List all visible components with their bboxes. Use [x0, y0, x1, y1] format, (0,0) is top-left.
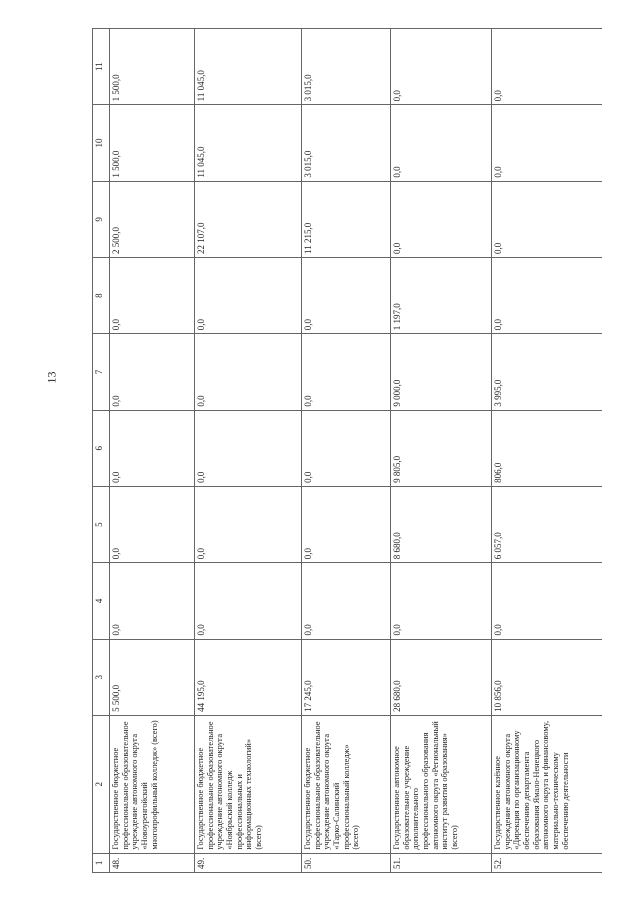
table-row: [391, 29, 492, 873]
value-cell: 0,0: [195, 334, 302, 410]
value-cell: 44 195,0: [195, 639, 302, 715]
column-header: 5: [93, 486, 110, 562]
table-row: [195, 29, 302, 873]
value-cell: 28 680,0: [391, 639, 492, 715]
value-cell: 0,0: [110, 257, 195, 333]
value-cell: 0,0: [492, 181, 603, 257]
table-row: [302, 29, 391, 873]
value-cell: 1 500,0: [110, 29, 195, 105]
value-cell: 10 856,0: [492, 639, 603, 715]
value-cell: 0,0: [110, 410, 195, 486]
value-cell: 3 995,0: [492, 334, 603, 410]
table-row: [492, 29, 603, 873]
value-cell: 3 015,0: [302, 105, 391, 181]
value-cell: 806,0: [492, 410, 603, 486]
value-cell: 0,0: [195, 486, 302, 562]
column-number-row: [93, 29, 110, 873]
row-number: 51.: [391, 853, 492, 872]
row-number: 49.: [195, 853, 302, 872]
column-header: 3: [93, 639, 110, 715]
value-cell: 0,0: [195, 563, 302, 639]
value-cell: 0,0: [492, 29, 603, 105]
column-header: 11: [93, 29, 110, 105]
column-header: 1: [93, 853, 110, 872]
value-cell: 9 000,0: [391, 334, 492, 410]
value-cell: 0,0: [195, 257, 302, 333]
value-cell: 0,0: [302, 563, 391, 639]
value-cell: 0,0: [492, 257, 603, 333]
value-cell: 0,0: [302, 257, 391, 333]
column-header: 7: [93, 334, 110, 410]
organization-name: Государственное бюджетное профессиональное образовательное учреждение автономного округа «Ноябрьский колледж профессиональных и информационных технологий» (всего): [195, 715, 302, 853]
column-header: 10: [93, 105, 110, 181]
value-cell: 0,0: [110, 334, 195, 410]
rotated-table-area: [92, 28, 602, 873]
value-cell: 0,0: [391, 181, 492, 257]
row-number: 48.: [110, 853, 195, 872]
column-header: 4: [93, 563, 110, 639]
value-cell: 0,0: [110, 563, 195, 639]
value-cell: 1 197,0: [391, 257, 492, 333]
row-number: 52.: [492, 853, 603, 872]
column-header: 2: [93, 715, 110, 853]
value-cell: 22 107,0: [195, 181, 302, 257]
budget-table: [92, 28, 602, 873]
column-header: 6: [93, 410, 110, 486]
value-cell: 0,0: [302, 410, 391, 486]
value-cell: 5 500,0: [110, 639, 195, 715]
value-cell: 0,0: [110, 486, 195, 562]
organization-name: Государственное бюджетное профессиональное образовательное учреждение автономного округа «Тарко-Салинский профессиональный колледж» (всего): [302, 715, 391, 853]
value-cell: 9 805,0: [391, 410, 492, 486]
value-cell: 0,0: [492, 563, 603, 639]
value-cell: 11 215,0: [302, 181, 391, 257]
value-cell: 0,0: [195, 410, 302, 486]
organization-name: Государственное автономное образовательное учреждение дополнительного профессионального образования автономного округа «Региональный институт развития образования» (всего): [391, 715, 492, 853]
value-cell: 6 057,0: [492, 486, 603, 562]
value-cell: 0,0: [391, 105, 492, 181]
rotated-table-inner: [92, 28, 602, 873]
value-cell: 8 680,0: [391, 486, 492, 562]
value-cell: 0,0: [492, 105, 603, 181]
organization-name: Государственное бюджетное профессиональное образовательное учреждение автономного округа «Новоуренгойский многопрофильный колледж» (всего): [110, 715, 195, 853]
column-header: 9: [93, 181, 110, 257]
organization-name: Государственное казённое учреждение автономного округа «Дирекция по организационному обеспечению департамента образования Ямало-Ненецкого автономного округа и финансовому, материально-техническому обеспечению деятельности: [492, 715, 603, 853]
page-number: 13: [44, 371, 59, 384]
value-cell: 11 045,0: [195, 105, 302, 181]
value-cell: 11 045,0: [195, 29, 302, 105]
value-cell: 0,0: [302, 334, 391, 410]
value-cell: 0,0: [391, 563, 492, 639]
value-cell: 2 500,0: [110, 181, 195, 257]
value-cell: 17 245,0: [302, 639, 391, 715]
row-number: 50.: [302, 853, 391, 872]
value-cell: 0,0: [302, 486, 391, 562]
value-cell: 0,0: [391, 29, 492, 105]
value-cell: 1 500,0: [110, 105, 195, 181]
value-cell: 3 015,0: [302, 29, 391, 105]
table-row: [110, 29, 195, 873]
column-header: 8: [93, 257, 110, 333]
